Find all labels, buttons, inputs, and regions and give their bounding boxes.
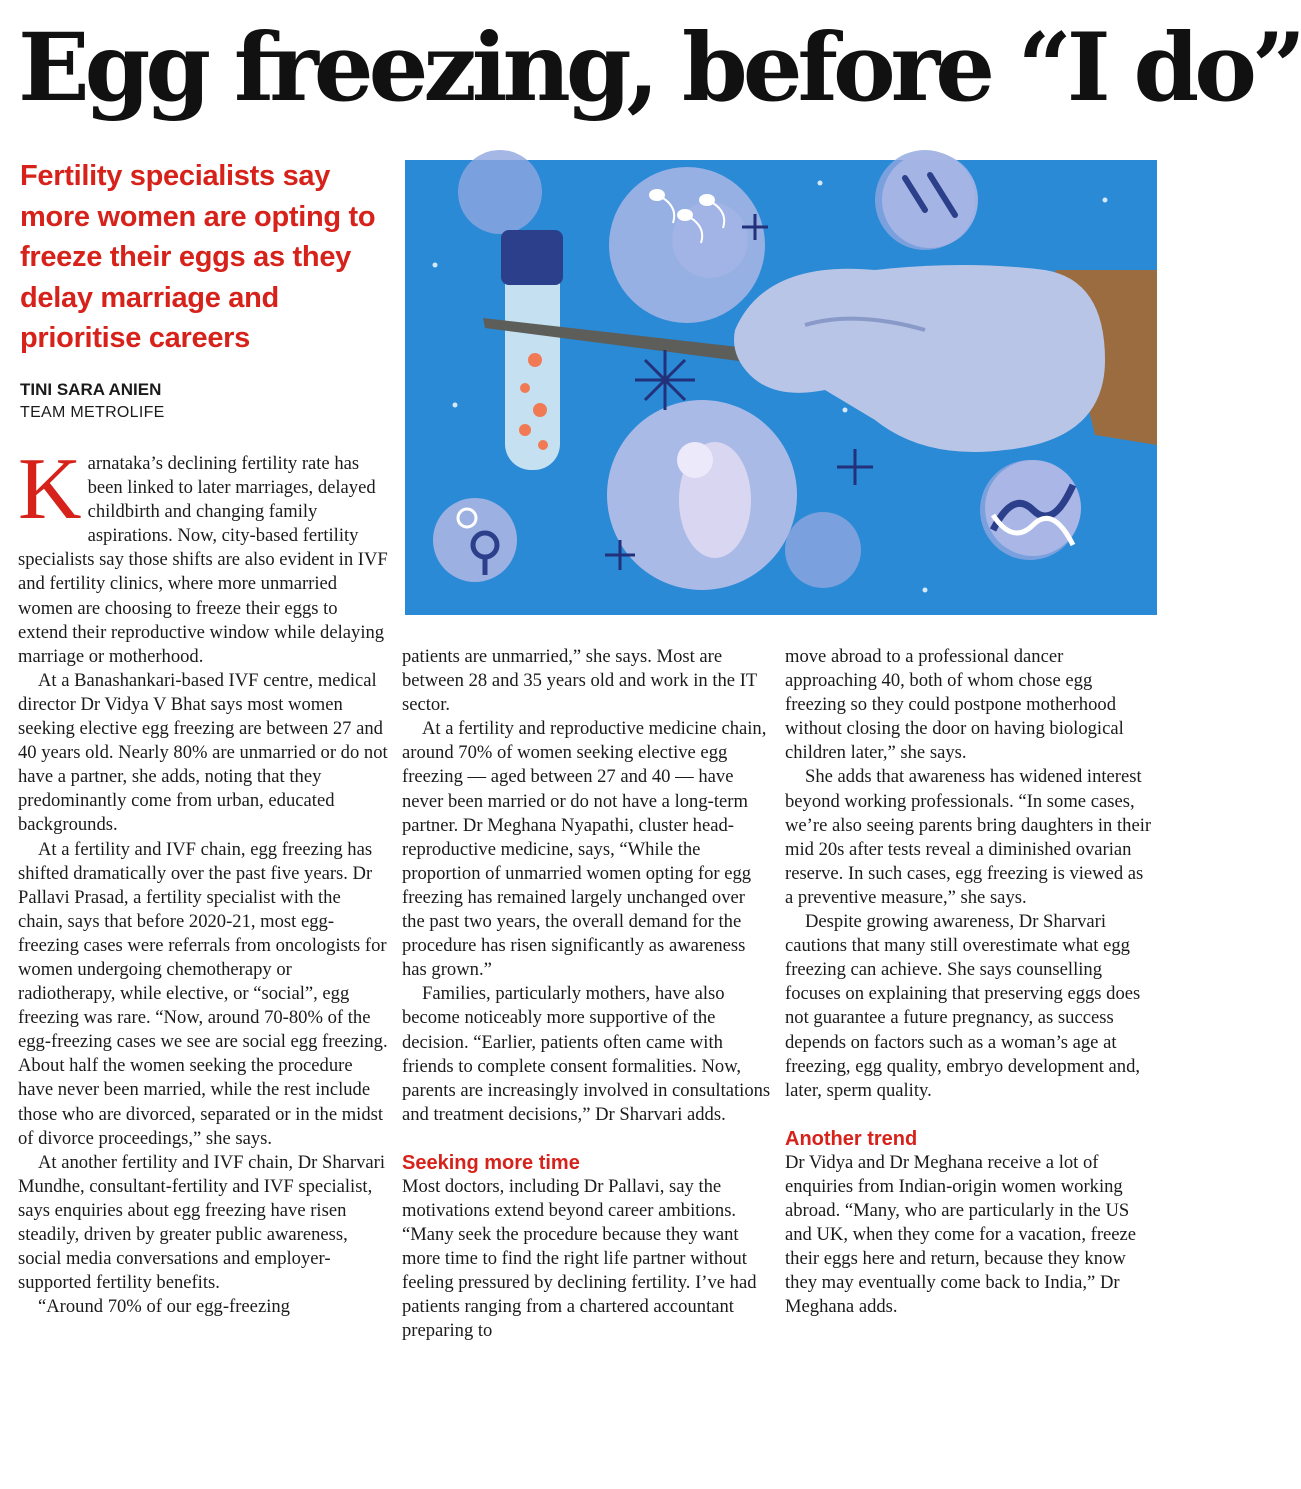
illustration — [405, 160, 1157, 615]
subhead: Seeking more time — [402, 1151, 580, 1174]
bubble — [458, 150, 542, 234]
article-paragraph: Despite growing awareness, Dr Sharvari cautions that many still overestimate what egg freezing can achieve. She says counselling focuses on explaining that preserving eggs does not guarantee a future pregnancy, as success depends on factors such as a woman’s age at freezing, egg quality, embryo development and, later, sperm quality. — [785, 911, 1141, 1101]
article-paragraph: move abroad to a professional dancer approaching 40, both of whom chose egg freezing so they could postpone motherhood without closing the door on having biological children later,” she says. — [785, 646, 1124, 764]
bubble — [785, 512, 861, 588]
drop-cap: K — [18, 441, 82, 538]
byline-author: TINI SARA ANIEN — [20, 380, 162, 399]
pipette-icon — [882, 152, 978, 248]
article-paragraph: Karnataka’s declining fertility rate has been linked to later marriages, delayed childbirth and changing family aspirations. Now, city-based fertility specialists say those shifts are also evident in IVF and fertility clinics, where more unmarried women are choosing to freeze their eggs to extend their reproductive window while delaying marriage or motherhood. — [18, 441, 388, 667]
article-paragraph: At another fertility and IVF chain, Dr Sharvari Mundhe, consultant-fertility and IVF specialist, says enquiries about egg freezing have risen steadily, driven by greater public awareness, social media conversations and employer-supported fertility benefits. — [18, 1151, 385, 1294]
byline-team: TEAM METROLIFE — [20, 404, 165, 421]
article-paragraph: At a fertility and IVF chain, egg freezing has shifted dramatically over the past five years. Dr Pallavi Prasad, a fertility specialist with the chain, says that before 2020-21, most egg-freezing cases were referrals from oncologists for women undergoing chemotherapy or radiotherapy, while elective, or “social”, egg freezing was rare. “Now, around 70-80% of the egg-freezing cases we see are social egg freezing. About half the women seeking the procedure have never been married, while the rest include those who are divorced, separated or in the midst of divorce proceedings,” she says. — [18, 838, 388, 1149]
article-column-3 — [785, 645, 1155, 1319]
test-tube-icon — [501, 230, 563, 470]
article-paragraph: “Around 70% of our egg-freezing — [38, 1296, 290, 1318]
sperm-icon — [609, 167, 765, 323]
headline: Egg freezing, before “I do” — [18, 13, 1301, 123]
article-paragraph: Most doctors, including Dr Pallavi, say the motivations extend beyond career ambitions. “Many seek the procedure because they want more time to find the right life partner without feeling pressured by declining fertility. I’ve had patients ranging from a chartered accountant preparing to — [402, 1175, 757, 1342]
dna-icon — [985, 460, 1081, 556]
article-paragraph: Families, particularly mothers, have also become noticeably more supportive of the decision. “Earlier, patients often came with friends to complete consent formalities. Now, parents are increasingly involved in consultations and treatment decisions,” Dr Sharvari adds. — [402, 983, 771, 1125]
byline — [20, 378, 165, 424]
article-paragraph: patients are unmarried,” she says. Most are between 28 and 35 years old and work in the IT sector. — [402, 646, 757, 716]
subhead: Another trend — [785, 1127, 918, 1150]
article-paragraph: She adds that awareness has widened interest beyond working professionals. “In some cases, we’re also seeing parents bring daughters in their mid 20s after tests reveal a diminished ovarian reserve. In such cases, egg freezing is viewed as a preventive measure,” she says. — [785, 766, 1152, 908]
standfirst: Fertility specialists say more women are opting to freeze their eggs as they delay marriage and prioritise careers — [20, 160, 376, 354]
article-paragraph: Dr Vidya and Dr Meghana receive a lot of enquiries from Indian-origin women working abroad. “Many, who are particularly in the US and UK, when they come for a vacation, freeze their eggs here and return, because they know they may eventually come back to India,” Dr Meghana adds. — [785, 1151, 1137, 1318]
embryo-icon — [607, 400, 797, 590]
article-column-1 — [18, 441, 388, 1319]
article-paragraph: At a fertility and reproductive medicine chain, around 70% of women seeking elective egg freezing — aged between 27 and 40 — have never been married or do not have a long-term partner. Dr Meghana Nyapathi, cluster head-reproductive medicine, says, “While the proportion of unmarried women opting for egg freezing has remained largely unchanged over the past two years, the overall demand for the procedure has risen significantly as awareness has grown.” — [402, 718, 767, 981]
article-column-2 — [402, 645, 772, 1344]
article-paragraph: At a Banashankari-based IVF centre, medical director Dr Vidya V Bhat says most women seeking elective egg freezing are between 27 and 40 years old. Nearly 80% are unmarried or do not have a partner, she adds, noting that they predominantly come from urban, educated backgrounds. — [18, 669, 388, 836]
gender-symbol-icon — [433, 498, 517, 582]
